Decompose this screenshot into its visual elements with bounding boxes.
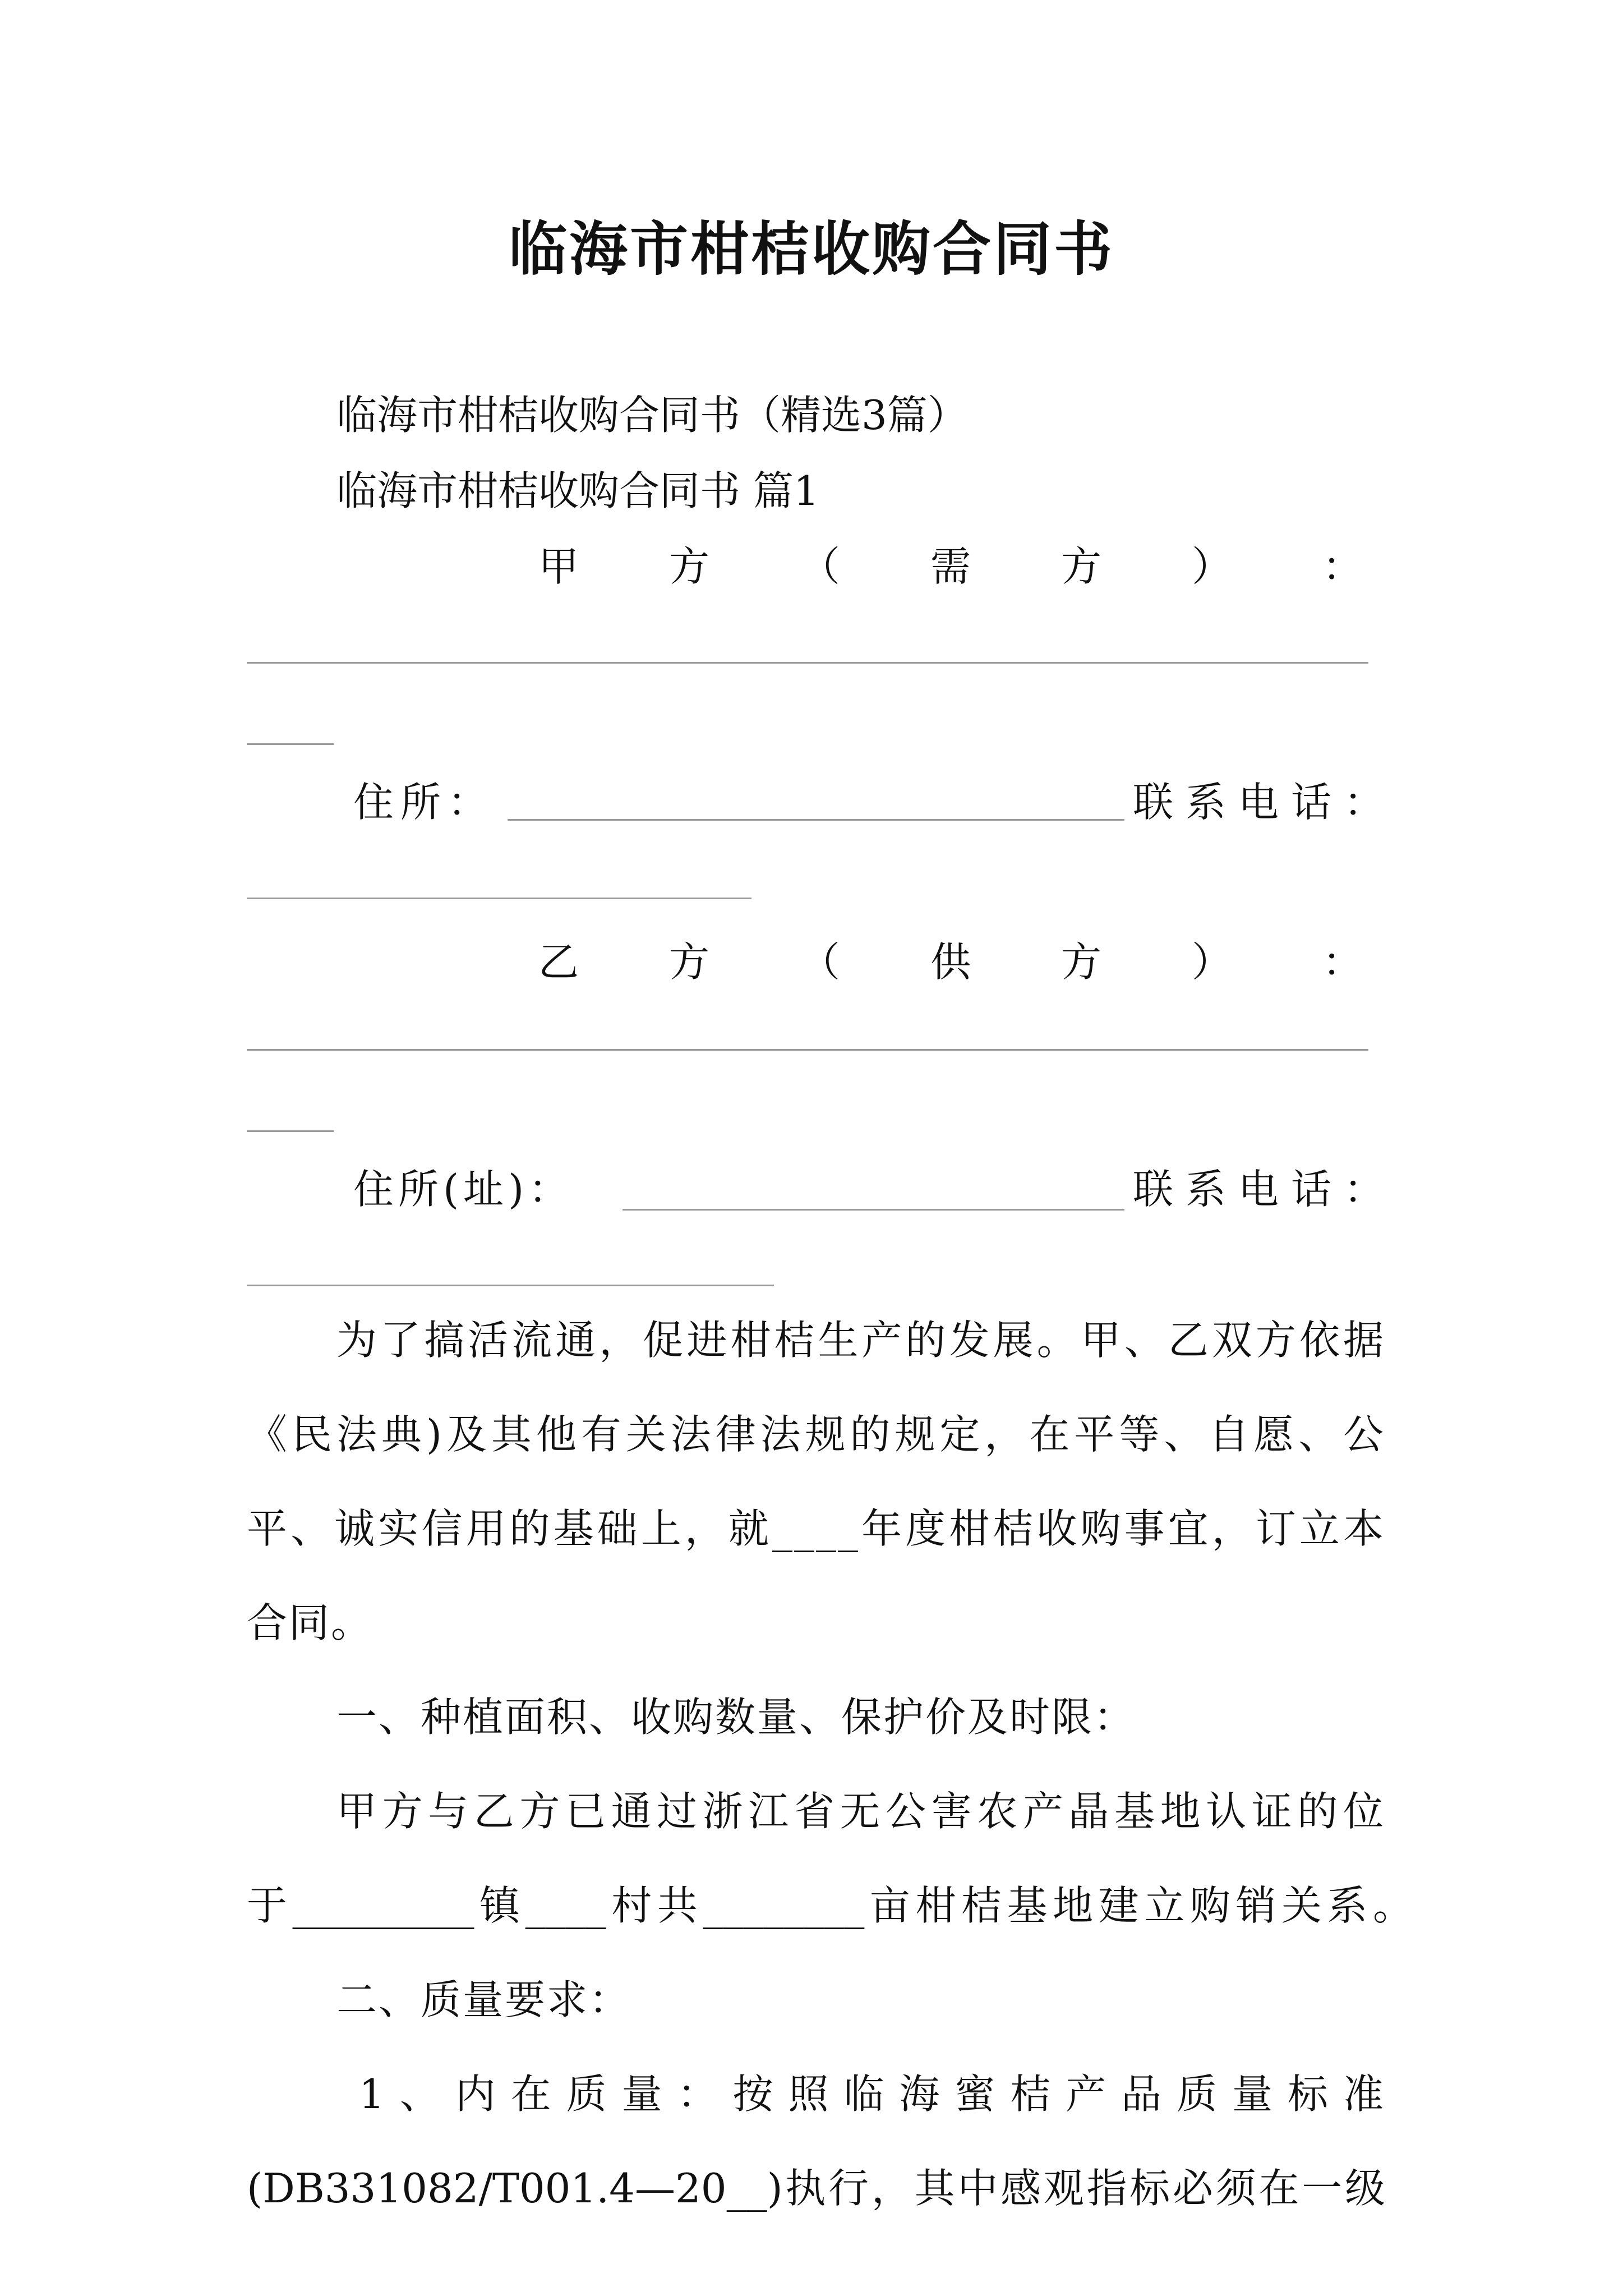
party-a-char: 方	[668, 543, 709, 590]
clause-1-heading: 一、种植面积、收购数量、保护价及时限：	[336, 1694, 1136, 1741]
intro-line-3: 平、诚实信用的基础上，就____年度柑桔收购事宜，订立本	[247, 1505, 1385, 1552]
party-b-char: 方	[1061, 938, 1101, 986]
party-a-label	[538, 539, 1363, 595]
party-a-char: 甲	[538, 543, 579, 590]
party-b-name-blank-continued	[247, 1130, 334, 1132]
document-title: 临海市柑桔收购合同书	[508, 214, 1114, 283]
party-a-char: ）	[1191, 543, 1232, 590]
intro-line-4: 合同。	[247, 1599, 374, 1646]
party-a-name-blank	[247, 662, 1368, 664]
party-b-char: （	[799, 938, 840, 986]
intro-line-2: 《民法典)及其他有关法律法规的规定，在平等、自愿、公	[247, 1411, 1385, 1458]
party-b-address-label: 住所(址)：	[353, 1166, 574, 1213]
document-subtitle: 临海市柑桔收购合同书（精选3篇）	[336, 392, 968, 439]
party-a-phone-blank	[247, 898, 751, 899]
clause-1-line-2: 于_________镇____村共________亩柑桔基地建立购销关系。	[247, 1882, 1413, 1929]
intro-line-1: 为了搞活流通，促进柑桔生产的发展。甲、乙双方依据	[336, 1317, 1385, 1364]
party-b-char: ：	[1322, 938, 1363, 986]
clause-2-line-1: 1、内在质量：按照临海蜜桔产品质量标准	[359, 2070, 1385, 2118]
party-b-phone-label: 联系电话：	[1133, 1166, 1397, 1213]
party-b-name-blank	[247, 1049, 1368, 1051]
section-heading: 临海市柑桔收购合同书 篇1	[336, 467, 819, 514]
party-b-address-blank	[623, 1209, 1124, 1211]
clause-2-heading: 二、质量要求：	[336, 1976, 631, 2023]
clause-2-line-2: (DB331082/T001.4—20__)执行，其中感观指标必须在一级	[247, 2165, 1385, 2212]
party-b-char: 供	[930, 938, 971, 986]
party-a-char: 方	[1061, 543, 1101, 590]
party-a-char: ：	[1322, 543, 1363, 590]
party-b-char: 方	[668, 938, 709, 986]
party-b-char: ）	[1191, 938, 1232, 986]
party-a-name-blank-continued	[247, 743, 334, 745]
party-a-address-blank	[508, 819, 1124, 821]
party-a-char: 需	[930, 543, 971, 590]
party-b-label	[538, 934, 1363, 990]
party-b-char: 乙	[538, 938, 579, 986]
clause-1-line-1: 甲方与乙方已通过浙江省无公害农产晶基地认证的位	[336, 1788, 1385, 1835]
party-a-address-label: 住所：	[353, 779, 495, 826]
party-a-char: （	[799, 543, 840, 590]
party-a-phone-label: 联系电话：	[1133, 779, 1397, 826]
party-b-phone-blank	[247, 1285, 774, 1286]
